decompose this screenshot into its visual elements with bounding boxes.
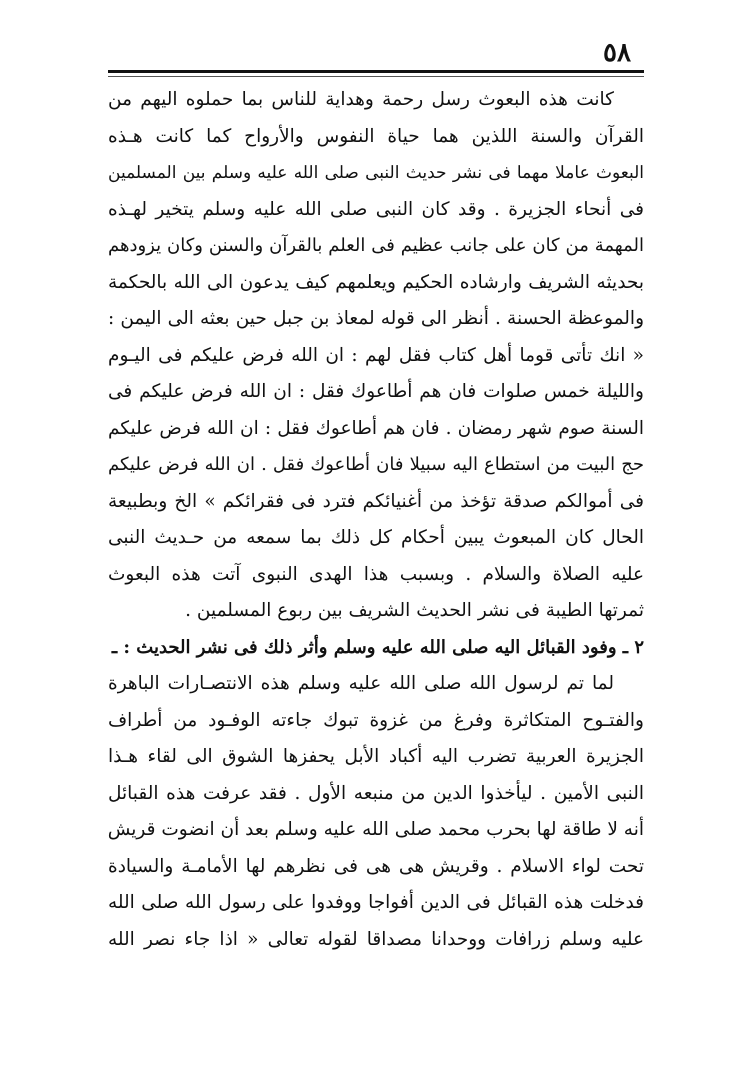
text-line: أنه لا طاقة لها بحرب محمد صلى الله عليه وسلم بعد أن انضوت قريش (108, 819, 644, 840)
text-line: والفتـوح المتكاثرة وفرغ من غزوة تبوك جاءته الوفـود من أطراف (108, 709, 644, 731)
text-line: القرآن والسنة اللذين هما حياة النفوس والأرواح كما كانت هـذه (108, 125, 644, 147)
text-line: المهمة من كان على جانب عظيم فى العلم بالقرآن والسنن وكان يزودهم (108, 235, 644, 256)
text-line: حج البيت من استطاع اليه سبيلا فان أطاعوك فقل . ان الله فرض عليكم (108, 454, 644, 475)
text-line: الحال كان المبعوث يبين أحكام كل ذلك بما سمعه من حـديث النبى (108, 527, 644, 548)
text-line: السنة صوم شهر رمضان . فان هم أطاعوك فقل : ان الله فرض عليكم (108, 417, 644, 439)
text-line: فى أموالكم صدقة تؤخذ من أغنيائكم فترد فى فقرائكم » الخ وبطبيعة (108, 490, 644, 512)
text-line: بحديثه الشريف وارشاده الحكيم ويعلمهم كيف يدعون الى الله بالحكمة (108, 271, 644, 293)
header-rule-thin (108, 76, 644, 77)
text-line: فدخلت هذه القبائل فى الدين أفواجا ووفدوا على رسول الله صلى الله (108, 892, 644, 913)
text-line: « انك تأتى قوما أهل كتاب فقل لهم : ان الله فرض عليكم فى اليـوم (108, 344, 644, 366)
text-line: تحت لواء الاسلام . وقريش هى هى فى نظرهم لها الأمامـة والسيادة (108, 855, 644, 877)
text-line: الجزيرة العربية تضرب اليه أكباد الأبل يحفزها الشوق الى لقاء هـذا (108, 746, 644, 767)
text-line: والموعظة الحسنة . أنظر الى قوله لمعاذ بن جبل حين بعثه الى اليمن : (108, 308, 644, 329)
text-line: فى أنحاء الجزيرة . وقد كان النبى صلى الله عليه وسلم يتخير لهـذه (108, 198, 644, 220)
text-line: كانت هذه البعوث رسل رحمة وهداية للناس بما حملوه اليهم من (108, 89, 614, 110)
page-number: ٥٨ (603, 38, 631, 68)
text-line: والليلة خمس صلوات فان هم أطاعوك فقل : ان الله فرض عليكم فى (108, 381, 644, 402)
page-body-text (108, 82, 644, 958)
text-line: عليه الصلاة والسلام . وبسبب هذا الهدى النبوى آتت هذه البعوث (108, 563, 644, 585)
text-line: لما تم لرسول الله صلى الله عليه وسلم هذه الانتصـارات الباهرة (108, 673, 614, 694)
header-rule (108, 70, 644, 73)
section-heading: ٢ ـ وفود القبائل اليه صلى الله عليه وسلم وأثر ذلك فى نشر الحديث : ـ (111, 636, 644, 658)
text-line: عليه وسلم زرافات ووحدانا مصداقا لقوله تعالى « اذا جاء نصر الله (108, 928, 644, 950)
text-line: ثمرتها الطيبة فى نشر الحديث الشريف بين ربوع المسلمين . (185, 600, 644, 621)
text-line: البعوث عاملا مهما فى نشر حديث النبى صلى الله عليه وسلم بين المسلمين (108, 163, 644, 183)
text-line: النبى الأمين . ليأخذوا الدين من منبعه الأول . فقد عرفت هذه القبائل (108, 782, 644, 804)
